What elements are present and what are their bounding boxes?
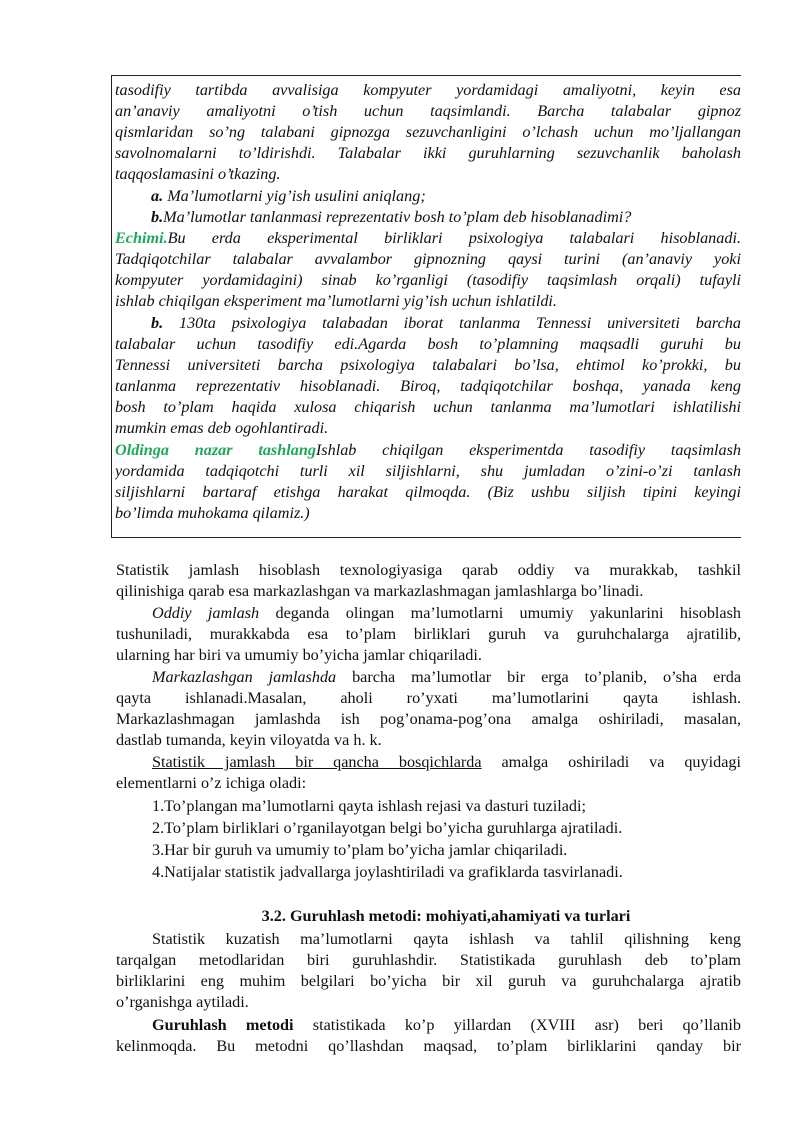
question-b-label: b.	[151, 208, 164, 226]
paragraph-text: deganda olingan ma’lumotlarni umumiy yakunlarini hisoblash	[259, 604, 741, 622]
paragraph-line	[152, 1015, 741, 1036]
list-item: 4.Natijalar statistik jadvallarga joylashtiriladi va grafiklarda tasvirlanadi.	[152, 863, 623, 881]
box-line: taqqoslamasini o’tkazing.	[115, 165, 281, 183]
echimi-line: kompyuter yordamidagini) sinab ko’rganligi (tasodifiy taqsimlash orqali) tufayli	[115, 271, 741, 289]
paragraph-line: birliklarini eng muhim belgilari bo’yicha bir xil guruh va guruhchalarga ajratib	[116, 972, 741, 990]
echimi-line	[115, 228, 741, 249]
answer-b-line	[151, 313, 741, 334]
question-a	[151, 186, 426, 207]
answer-b-line: bosh to’plam haqida xulosa chiqarish uchun tanlanma ma’lumotlari ishlatilishi	[115, 398, 741, 416]
box-line: tasodifiy tartibda avvalisiga kompyuter yordamidagi amaliyotni, keyin esa	[115, 81, 741, 99]
paragraph-line: qilinishiga qarab esa markazlashgan va markazlashmagan jamlashlarga bo’linadi.	[116, 582, 644, 600]
echimi-line: ishlab chiqilgan eksperiment ma’lumotlarni yig’ish uchun ishlatildi.	[115, 292, 557, 310]
echimi-label: Echimi.	[115, 229, 168, 247]
oldinga-line: bo’limda muhokama qilamiz.)	[115, 504, 310, 522]
term-oddiy-jamlash: Oddiy jamlash	[152, 604, 260, 622]
list-item: 3.Har bir guruh va umumiy to’plam bo’yicha jamlar chiqariladi.	[152, 841, 568, 859]
answer-b-line: talabalar uchun tasodifiy edi.Agarda bosh to’plamning maqsadli guruhi bu	[115, 335, 741, 353]
paragraph-line: Statistik kuzatish ma’lumotlarni qayta ishlash va tahlil qilishning keng	[152, 930, 741, 948]
paragraph-text: statistikada ko’p yillardan (XVIII asr) beri qo’llanib	[293, 1016, 741, 1034]
answer-b-text: 130ta psixologiya talabadan iborat tanlanma Tennessi universiteti barcha	[163, 314, 741, 332]
oldinga-line: yordamida tadqiqotchi turli xil siljishlarni, shu jumladan o’zini-o’zi tanlash	[115, 462, 741, 480]
paragraph-line: dastlab tumanda, keyin viloyatda va h. k.	[116, 731, 382, 749]
paragraph-line	[152, 603, 741, 624]
box-line: qismlaridan so’ng talabani gipnozga sezuvchanligini o’lchash uchun mo’ljallangan	[115, 123, 741, 141]
answer-b-line: Tennessi universiteti barcha psixologiya talabalari bo’lsa, ehtimol ko’prokki, bu	[115, 356, 741, 374]
question-a-label: a.	[151, 187, 164, 205]
answer-b-label: b.	[151, 314, 164, 332]
paragraph-line	[152, 752, 741, 773]
echimi-text: Bu erda eksperimental birliklari psixologiya talabalari hisoblanadi.	[167, 229, 741, 247]
oldinga-text: Ishlab chiqilgan eksperimentda tasodifiy taqsimlash	[315, 441, 741, 459]
question-b	[151, 207, 631, 228]
paragraph-line: Statistik jamlash hisoblash texnologiyasiga qarab oddiy va murakkab, tashkil	[116, 561, 741, 579]
list-item: 2.To’plam birliklari o’rganilayotgan belgi bo’yicha guruhlarga ajratiladi.	[152, 819, 623, 837]
oldinga-line	[115, 440, 741, 461]
question-a-text: Ma’lumotlarni yig’ish usulini aniqlang;	[163, 187, 426, 205]
term-guruhlash-metodi: Guruhlash metodi	[152, 1016, 294, 1034]
answer-b-line: mumkin emas deb ogohlantiradi.	[115, 419, 329, 437]
term-markazlashgan: Markazlashgan jamlashda	[152, 668, 337, 686]
question-b-text: Ma’lumotlar tanlanmasi reprezentativ bosh to’plam deb hisoblanadimi?	[163, 208, 632, 226]
section-heading: 3.2. Guruhlash metodi: mohiyati,ahamiyati va turlari	[261, 907, 631, 925]
paragraph-line	[152, 667, 741, 688]
paragraph-line: tushuniladi, murakkabda esa to’plam birliklari guruh va guruhchalarga ajratilib,	[116, 625, 741, 643]
paragraph-line: ularning har biri va umumiy bo’yicha jamlar chiqariladi.	[116, 646, 482, 664]
paragraph-line: kelinmoqda. Bu metodni qo’llashdan maqsad, to’plam birliklarini qanday bir	[116, 1037, 741, 1055]
box-line: an’anaviy amaliyotni o’tish uchun taqsimlandi. Barcha talabalar gipnoz	[115, 102, 741, 120]
paragraph-line: elementlarni o’z ichiga oladi:	[116, 774, 307, 792]
box-line: savolnomalarni to’ldirishdi. Talabalar ikki guruhlarning sezuvchanlik baholash	[115, 144, 741, 162]
oldinga-label: Oldinga nazar tashlang	[115, 441, 316, 459]
echimi-line: Tadqiqotchilar talabalar avvalambor gipnozning qaysi turini (an’anaviy yoki	[115, 250, 741, 268]
paragraph-text: barcha ma’lumotlar bir erga to’planib, o’sha erda	[336, 668, 741, 686]
paragraph-line: o’rganishga aytiladi.	[116, 993, 249, 1011]
underlined-phrase: Statistik jamlash bir qancha bosqichlarda	[152, 753, 482, 771]
paragraph-line: Markazlashmagan jamlashda ish pog’onama-pog’ona amalga oshiriladi, masalan,	[116, 710, 741, 728]
list-item: 1.To’plangan ma’lumotlarni qayta ishlash rejasi va dasturi tuziladi;	[152, 797, 587, 815]
paragraph-line: tarqalgan metodlaridan biri guruhlashdir. Statistikada guruhlash deb to’plam	[116, 951, 741, 969]
oldinga-line: siljishlarni bartaraf etishga harakat qilmoqda. (Biz ushbu siljish tipini keyingi	[115, 483, 741, 501]
paragraph-text: amalga oshiriladi va quyidagi	[481, 753, 741, 771]
paragraph-line: qayta ishlanadi.Masalan, aholi ro’yxati ma’lumotlarini qayta ishlash.	[116, 689, 741, 707]
answer-b-line: tanlanma reprezentativ hisoblanadi. Biroq, tadqiqotchilar boshqa, yanada keng	[115, 377, 741, 395]
